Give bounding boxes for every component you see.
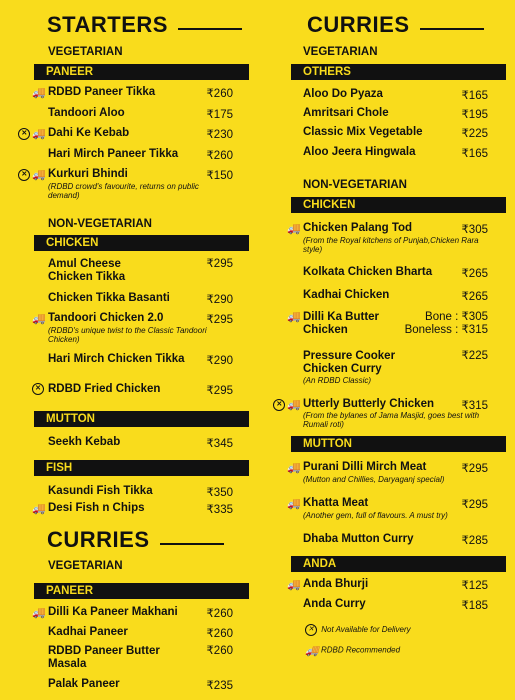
item-note: (An RDBD Classic) [303, 376, 372, 385]
truck-icon: 🚚 [287, 399, 301, 411]
curries-title: CURRIES [307, 12, 484, 38]
legend-recommended: 🚚 RDBD Recommended [305, 645, 401, 657]
item-note: (From the Royal kitchens of Punjab,Chicken Rara style) [303, 236, 479, 254]
no-delivery-icon: ✕ [18, 169, 30, 181]
truck-icon: 🚚 [32, 128, 46, 140]
truck-icon: 🚚 [32, 87, 46, 99]
title-rule [160, 543, 224, 545]
mutton-bar: MUTTON [291, 436, 506, 452]
paneer-bar: PANEER [34, 583, 249, 599]
item-note: (Mutton and Chillies, Daryaganj special) [303, 475, 445, 484]
no-delivery-icon: ✕ [305, 624, 317, 636]
mutton-bar: MUTTON [34, 411, 249, 427]
truck-icon: 🚚 [32, 607, 46, 619]
item-note: (Another gem, full of flavours. A must try) [303, 511, 448, 520]
chicken-bar: CHICKEN [291, 197, 506, 213]
paneer-bar: PANEER [34, 64, 249, 80]
anda-bar: ANDA [291, 556, 506, 572]
starters-title: STARTERS [47, 12, 242, 38]
truck-icon: 🚚 [287, 579, 301, 591]
curries-title: CURRIES [47, 527, 224, 553]
truck-icon: 🚚 [32, 169, 46, 181]
legend-not-available: ✕ Not Available for Delivery [305, 624, 411, 636]
non-vegetarian-label: NON-VEGETARIAN [303, 179, 407, 191]
menu-item: 🚚 Dilli Ka Butter Chicken Bone : ₹305 Boneless : ₹315 [265, 311, 488, 341]
truck-icon: 🚚 [287, 462, 301, 474]
no-delivery-icon: ✕ [273, 399, 285, 411]
no-delivery-icon: ✕ [32, 383, 44, 395]
fish-bar: FISH [34, 460, 249, 476]
non-vegetarian-label: NON-VEGETARIAN [48, 218, 152, 230]
menu-item: RDBD Paneer Butter Masala ₹260 [48, 645, 233, 670]
title-rule [178, 28, 242, 30]
menu-item: Amul Cheese Chicken Tikka ₹295 [48, 258, 233, 283]
chicken-bar: CHICKEN [34, 235, 249, 251]
no-delivery-icon: ✕ [18, 128, 30, 140]
item-note: (RDBD's unique twist to the Classic Tandoori Chicken) [48, 326, 207, 344]
vegetarian-label: VEGETARIAN [48, 46, 123, 58]
menu-item: Pressure Cooker Chicken Curry ₹225 [303, 350, 488, 375]
truck-icon: 🚚 [32, 503, 46, 515]
vegetarian-label: VEGETARIAN [303, 46, 378, 58]
item-note: (RDBD crowd's favourite, returns on public demand) [48, 182, 199, 200]
title-rule [420, 28, 484, 30]
vegetarian-label: VEGETARIAN [48, 560, 123, 572]
truck-icon: 🚚 [287, 223, 301, 235]
others-bar: OTHERS [291, 64, 506, 80]
truck-icon: 🚚 [32, 313, 46, 325]
truck-icon: 🚚 [305, 645, 319, 657]
truck-icon: 🚚 [287, 498, 301, 510]
truck-icon: 🚚 [287, 311, 301, 323]
item-note: (From the bylanes of Jama Masjid, goes best with Rumali roti) [303, 411, 480, 429]
